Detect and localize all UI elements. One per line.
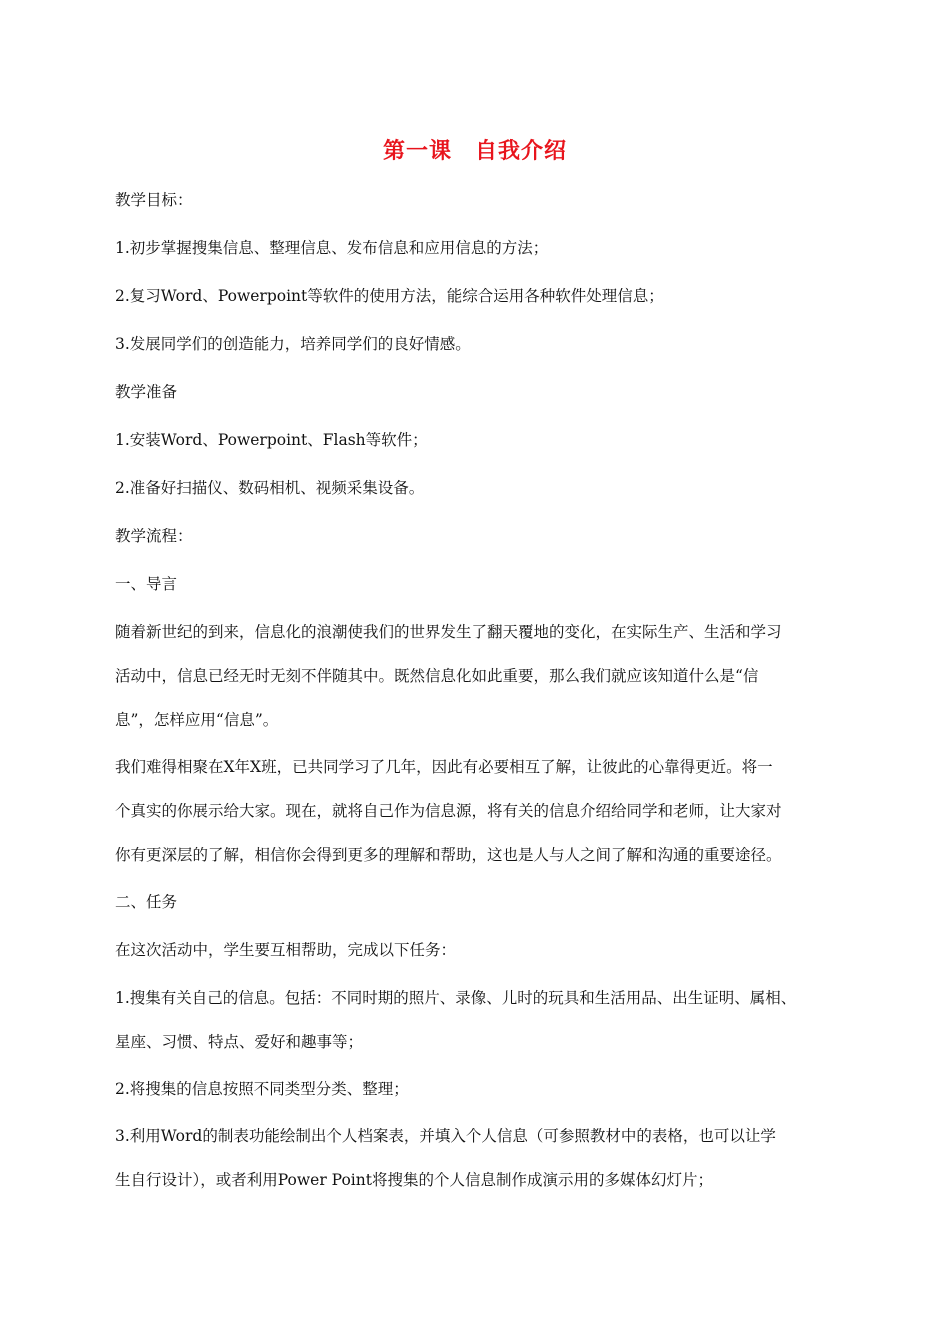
task-item: 2.将搜集的信息按照不同类型分类、整理； <box>115 1080 409 1098</box>
objective-item: 2.复习Word、Powerpoint等软件的使用方法，能综合运用各种软件处理信息； <box>115 287 664 305</box>
task-item: 生自行设计），或者利用Power Point将搜集的个人信息制作成演示用的多媒体幻灯片； <box>115 1171 713 1189</box>
paragraph-line: 个真实的你展示给大家。现在，就将自己作为信息源，将有关的信息介绍给同学和老师，让大家对 <box>115 802 782 820</box>
objective-item: 3.发展同学们的创造能力，培养同学们的良好情感。 <box>115 335 471 353</box>
section-heading-objectives: 教学目标： <box>115 191 193 209</box>
section-heading-procedure: 教学流程： <box>115 527 193 545</box>
document-title: 第一课 自我介绍 <box>382 139 567 164</box>
paragraph-line: 你有更深层的了解，相信你会得到更多的理解和帮助，这也是人与人之间了解和沟通的重要途径。 <box>115 846 782 864</box>
task-item: 1.搜集有关自己的信息。包括：不同时期的照片、录像、儿时的玩具和生活用品、出生证明、属相、 <box>115 989 797 1007</box>
subsection-heading-intro: 一、导言 <box>115 575 178 593</box>
subsection-heading-tasks: 二、任务 <box>115 893 178 911</box>
section-heading-preparation: 教学准备 <box>115 383 178 401</box>
task-item: 星座、习惯、特点、爱好和趣事等； <box>115 1033 364 1051</box>
paragraph-line: 随着新世纪的到来，信息化的浪潮使我们的世界发生了翻天覆地的变化，在实际生产、生活和学习 <box>115 623 782 641</box>
task-item: 3.利用Word的制表功能绘制出个人档案表，并填入个人信息（可参照教材中的表格，也可以让学 <box>115 1127 776 1145</box>
objective-item: 1.初步掌握搜集信息、整理信息、发布信息和应用信息的方法； <box>115 239 549 257</box>
paragraph-line: 在这次活动中，学生要互相帮助，完成以下任务： <box>115 941 457 959</box>
paragraph-line: 我们难得相聚在X年X班，已共同学习了几年，因此有必要相互了解，让彼此的心靠得更近。将一 <box>115 758 773 776</box>
preparation-item: 1.安装Word、Powerpoint、Flash等软件； <box>115 431 428 449</box>
preparation-item: 2.准备好扫描仪、数码相机、视频采集设备。 <box>115 479 425 497</box>
paragraph-line: 活动中，信息已经无时无刻不伴随其中。既然信息化如此重要，那么我们就应该知道什么是“信 <box>115 667 759 685</box>
paragraph-line: 息”，怎样应用“信息”。 <box>115 711 279 729</box>
